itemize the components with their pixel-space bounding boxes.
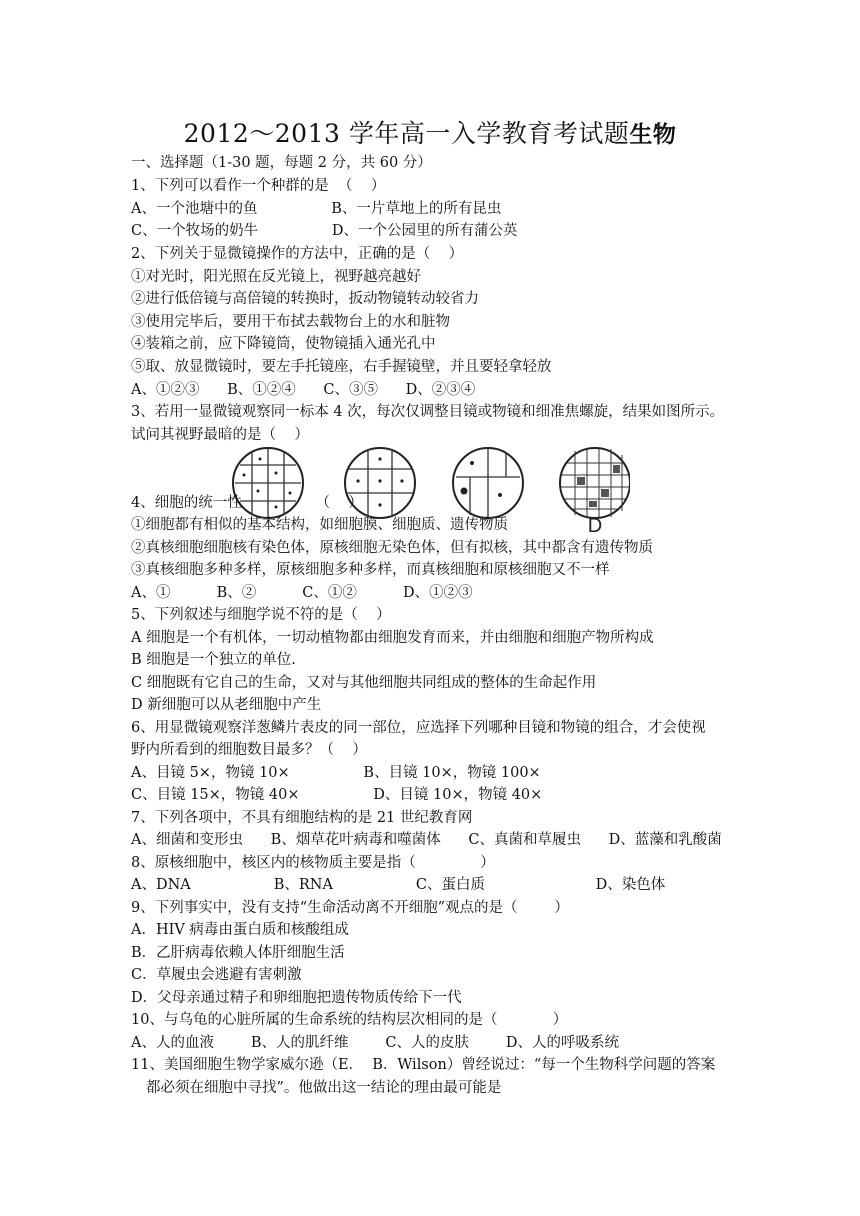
question-3-cont: 试问其视野最暗的是（ ） (131, 427, 309, 443)
q2-statement-1: ①对光时，阳光照在反光镜上，视野越亮越好 (131, 269, 421, 285)
q6-options-ab: A、目镜 5×，物镜 10× B、目镜 10×，物镜 100× (131, 765, 541, 781)
subject-label: 生物 (629, 122, 677, 148)
question-5: 5、下列叙述与细胞学说不符的是（ ） (131, 607, 391, 623)
question-8: 8、原核细胞中，核区内的核物质主要是指（ ） (131, 855, 495, 871)
q5-option-c: C 细胞既有它自己的生命，又对与其他细胞共同组成的整体的生命起作用 (131, 675, 597, 691)
q1-options-cd: C、一个牧场的奶牛 D、一个公园里的所有蒲公英 (131, 223, 518, 239)
question-1: 1、下列可以看作一个种群的是 （ ） (131, 178, 386, 194)
question-7: 7、下列各项中，不具有细胞结构的是 21 世纪教育网 (131, 810, 473, 826)
q2-options: A、①②③ B、①②④ C、③⑤ D、②③④ (131, 382, 476, 398)
section-heading: 一、选择题（1-30 题，每题 2 分，共 60 分） (131, 155, 432, 171)
question-6: 6、用显微镜观察洋葱鳞片表皮的同一部位，应选择下列哪种目镜和物镜的组合，才会使视 (131, 720, 706, 736)
q2-statement-3: ③使用完毕后，要用干布拭去载物台上的水和脏物 (131, 314, 450, 330)
question-11: 11、美国细胞生物学家威尔逊（E． B．Wilson）曾经说过：“每一个生物科学问题的答案 (131, 1057, 716, 1073)
q7-options: A、细菌和变形虫 B、烟草花叶病毒和噬菌体 C、真菌和草履虫 D、蓝藻和乳酸菌 (131, 832, 722, 848)
q4-statement-1: ①细胞都有相似的基本结构，如细胞膜、细胞质、遗传物质 (131, 517, 508, 533)
q5-option-d: D 新细胞可以从老细胞中产生 (131, 697, 322, 713)
q9-option-d: D．父母亲通过精子和卵细胞把遗传物质传给下一代 (131, 990, 462, 1006)
q1-options-ab: A、一个池塘中的鱼 B、一片草地上的所有昆虫 (131, 201, 502, 217)
question-11-cont: 都必须在细胞中寻找”。他做出这一结论的理由最可能是 (146, 1080, 502, 1096)
figure-label-d: D (587, 515, 603, 535)
question-2: 2、下列关于显微镜操作的方法中，正确的是（ ） (131, 246, 464, 262)
q2-statement-5: ⑤取、放显微镜时，要左手托镜座，右手握镜壁，并且要轻拿轻放 (131, 359, 552, 375)
question-9: 9、下列事实中，没有支持“生命活动离不开细胞”观点的是（ ） (131, 900, 569, 916)
question-4: 4、细胞的统一性 （ ） (131, 495, 363, 511)
q2-statement-4: ④装箱之前，应下降镜筒，使物镜插入通光孔中 (131, 336, 436, 352)
q9-option-c: C．草履虫会逃避有害刺激 (131, 967, 302, 983)
q4-statement-2: ②真核细胞细胞核有染色体，原核细胞无染色体，但有拟核，其中都含有遗传物质 (131, 540, 653, 556)
q4-options: A、① B、② C、①② D、①②③ (131, 585, 473, 601)
question-6-cont: 野内所看到的细胞数目最多？（ ） (131, 742, 367, 758)
q10-options: A、人的血液 B、人的肌纤维 C、人的皮肤 D、人的呼吸系统 (131, 1035, 619, 1051)
field-view-c (453, 448, 523, 518)
q5-option-a: A 细胞是一个有机体，一切动植物都由细胞发育而来，并由细胞和细胞产物所构成 (131, 630, 654, 646)
question-3: 3、若用一显微镜观察同一标本 4 次，每次仅调整目镜或物镜和细准焦螺旋，结果如图所示。 (131, 404, 725, 420)
q9-option-a: A．HIV 病毒由蛋白质和核酸组成 (131, 922, 349, 938)
title-text: 2012～2013 学年高一入学教育考试题 (183, 119, 630, 148)
q4-statement-3: ③真核细胞多种多样，原核细胞多种多样，而真核细胞和原核细胞又不一样 (131, 562, 610, 578)
q5-option-b: B 细胞是一个独立的单位. (131, 652, 296, 668)
q2-statement-2: ②进行低倍镜与高倍镜的转换时，扳动物镜转动较省力 (131, 291, 479, 307)
question-10: 10、与乌龟的心脏所属的生命系统的结构层次相同的是（ ） (131, 1012, 568, 1028)
q6-options-cd: C、目镜 15×，物镜 40× D、目镜 10×，物镜 40× (131, 787, 543, 803)
field-view-d (560, 448, 630, 518)
q9-option-b: B．乙肝病毒依赖人体肝细胞生活 (131, 945, 345, 961)
q8-options: A、DNA B、RNA C、蛋白质 D、染色体 (131, 877, 666, 893)
page-title (0, 114, 860, 150)
